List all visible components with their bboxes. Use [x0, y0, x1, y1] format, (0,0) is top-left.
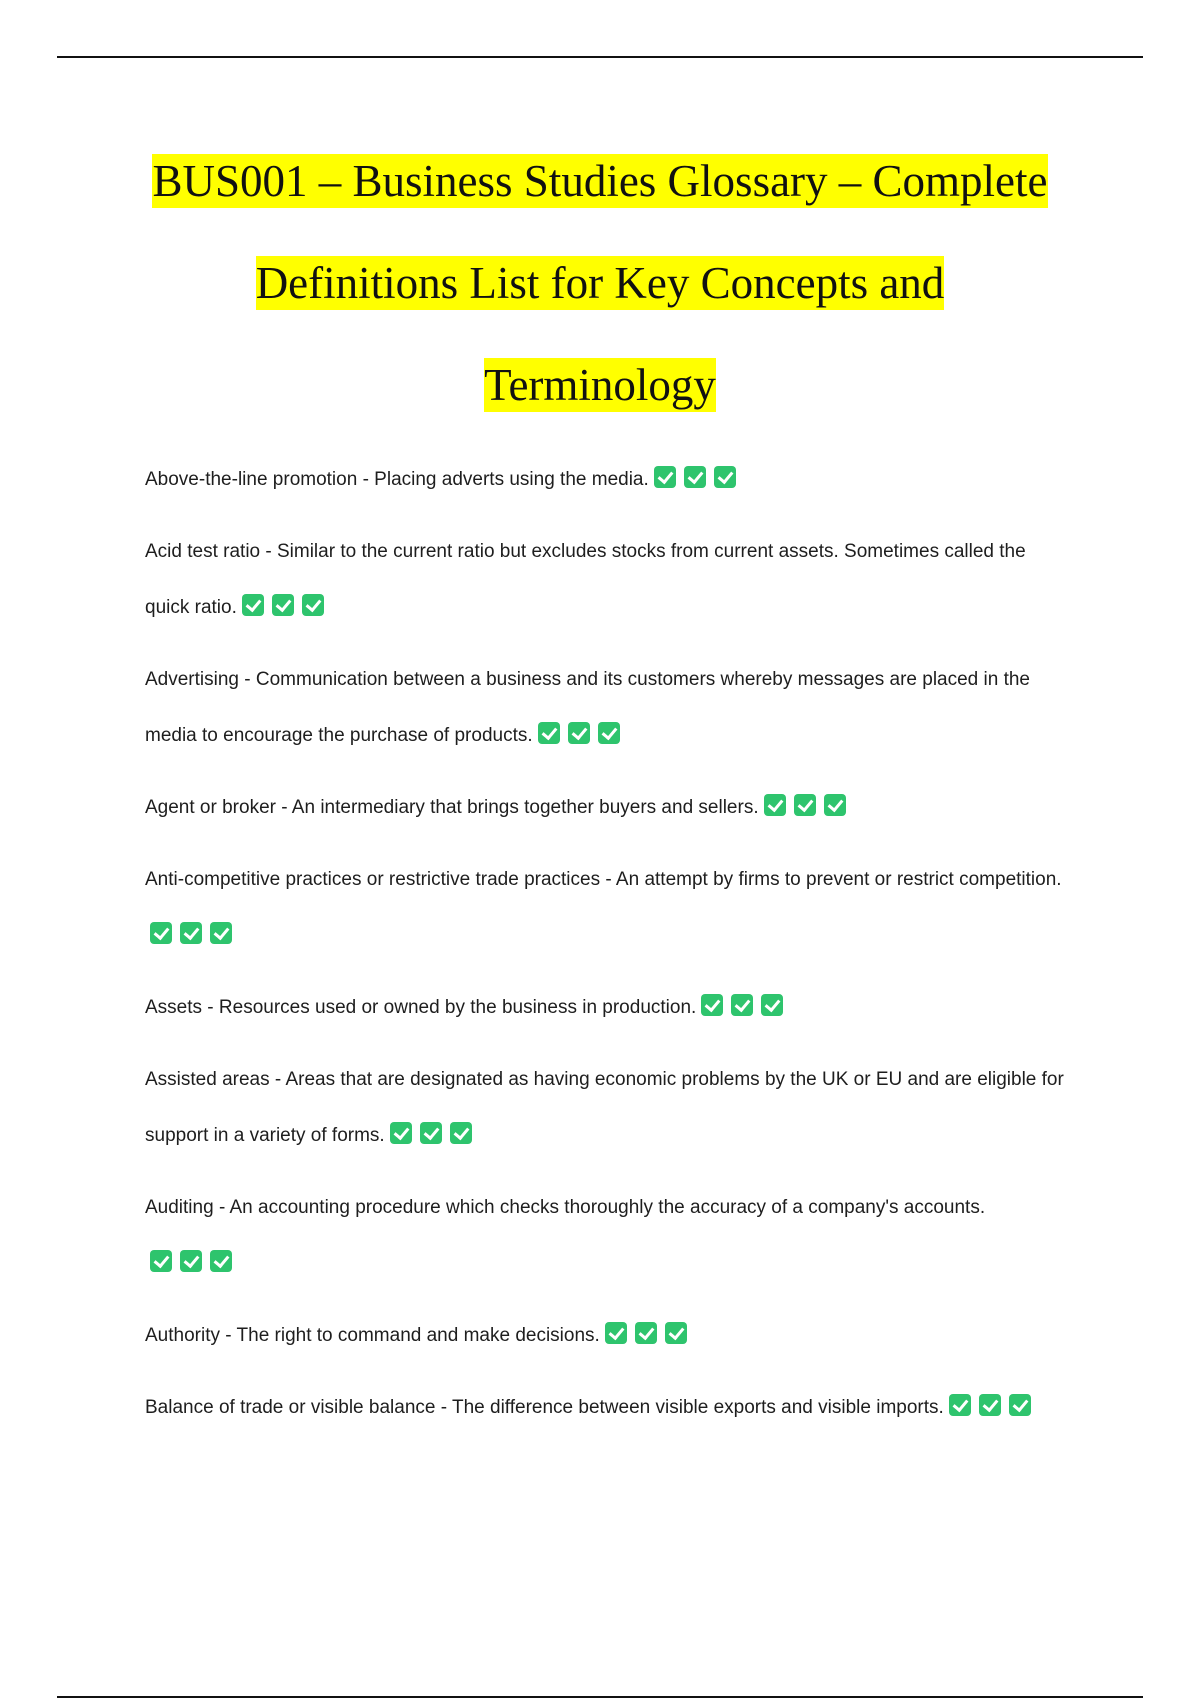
check-box-icon	[979, 1394, 1001, 1416]
check-group	[538, 705, 628, 761]
title-line-1: BUS001 – Business Studies Glossary – Complete	[152, 156, 1048, 206]
title-line-2: Definitions List for Key Concepts and	[255, 258, 945, 308]
check-box-icon	[714, 466, 736, 488]
check-box-icon	[210, 922, 232, 944]
glossary-entry	[145, 780, 1075, 836]
check-box-icon	[180, 1250, 202, 1272]
glossary-entry	[145, 524, 1075, 636]
check-group	[949, 1377, 1039, 1433]
check-box-icon	[761, 994, 783, 1016]
title-line-3: Terminology	[484, 360, 716, 410]
check-box-icon	[764, 794, 786, 816]
check-box-icon	[684, 466, 706, 488]
glossary-entry	[145, 980, 1075, 1036]
check-box-icon	[635, 1322, 657, 1344]
glossary-list	[145, 452, 1075, 1452]
check-box-icon	[794, 794, 816, 816]
check-group	[390, 1105, 480, 1161]
check-box-icon	[665, 1322, 687, 1344]
check-box-icon	[390, 1122, 412, 1144]
entry-text: Above-the-line promotion - Placing adverts using the media.	[145, 469, 649, 491]
check-group	[764, 777, 854, 833]
entry-text: Assisted areas - Areas that are designated as having economic problems by the UK or EU and are eligible for support in a variety of forms.	[145, 1069, 1064, 1147]
check-box-icon	[538, 722, 560, 744]
check-group	[701, 977, 791, 1033]
glossary-entry	[145, 652, 1075, 764]
check-box-icon	[420, 1122, 442, 1144]
check-box-icon	[598, 722, 620, 744]
entry-text: Advertising - Communication between a business and its customers whereby messages are placed in the media to encourage the purchase of products.	[145, 669, 1031, 747]
check-box-icon	[272, 594, 294, 616]
check-box-icon	[605, 1322, 627, 1344]
check-group	[654, 449, 744, 505]
check-box-icon	[568, 722, 590, 744]
entry-text: Assets - Resources used or owned by the business in production.	[145, 997, 697, 1019]
check-group	[242, 577, 332, 633]
entry-text: Acid test ratio - Similar to the current ratio but excludes stocks from current assets. Sometimes called the quick ratio.	[145, 541, 1026, 619]
check-box-icon	[302, 594, 324, 616]
entry-text: Agent or broker - An intermediary that brings together buyers and sellers.	[145, 797, 759, 819]
entry-text: Balance of trade or visible balance - The difference between visible exports and visible imports.	[145, 1397, 944, 1419]
glossary-entry	[145, 1180, 1075, 1292]
glossary-entry	[145, 1380, 1075, 1436]
check-box-icon	[180, 922, 202, 944]
check-box-icon	[450, 1122, 472, 1144]
glossary-entry	[145, 852, 1075, 964]
check-box-icon	[210, 1250, 232, 1272]
check-box-icon	[242, 594, 264, 616]
glossary-entry	[145, 1052, 1075, 1164]
check-box-icon	[824, 794, 846, 816]
check-box-icon	[150, 1250, 172, 1272]
check-group	[150, 1233, 240, 1289]
check-group	[150, 905, 240, 961]
check-box-icon	[701, 994, 723, 1016]
check-box-icon	[731, 994, 753, 1016]
glossary-entry	[145, 452, 1075, 508]
glossary-entry	[145, 1308, 1075, 1364]
document-title	[100, 130, 1100, 436]
check-group	[605, 1305, 695, 1361]
check-box-icon	[150, 922, 172, 944]
entry-text: Authority - The right to command and make decisions.	[145, 1325, 600, 1347]
entry-text: Anti-competitive practices or restrictive trade practices - An attempt by firms to prevent or restrict competition.	[145, 869, 1062, 891]
entry-text: Auditing - An accounting procedure which checks thoroughly the accuracy of a company's accounts.	[145, 1197, 986, 1219]
check-box-icon	[654, 466, 676, 488]
top-rule	[57, 56, 1143, 58]
bottom-rule	[57, 1696, 1143, 1698]
check-box-icon	[1009, 1394, 1031, 1416]
check-box-icon	[949, 1394, 971, 1416]
